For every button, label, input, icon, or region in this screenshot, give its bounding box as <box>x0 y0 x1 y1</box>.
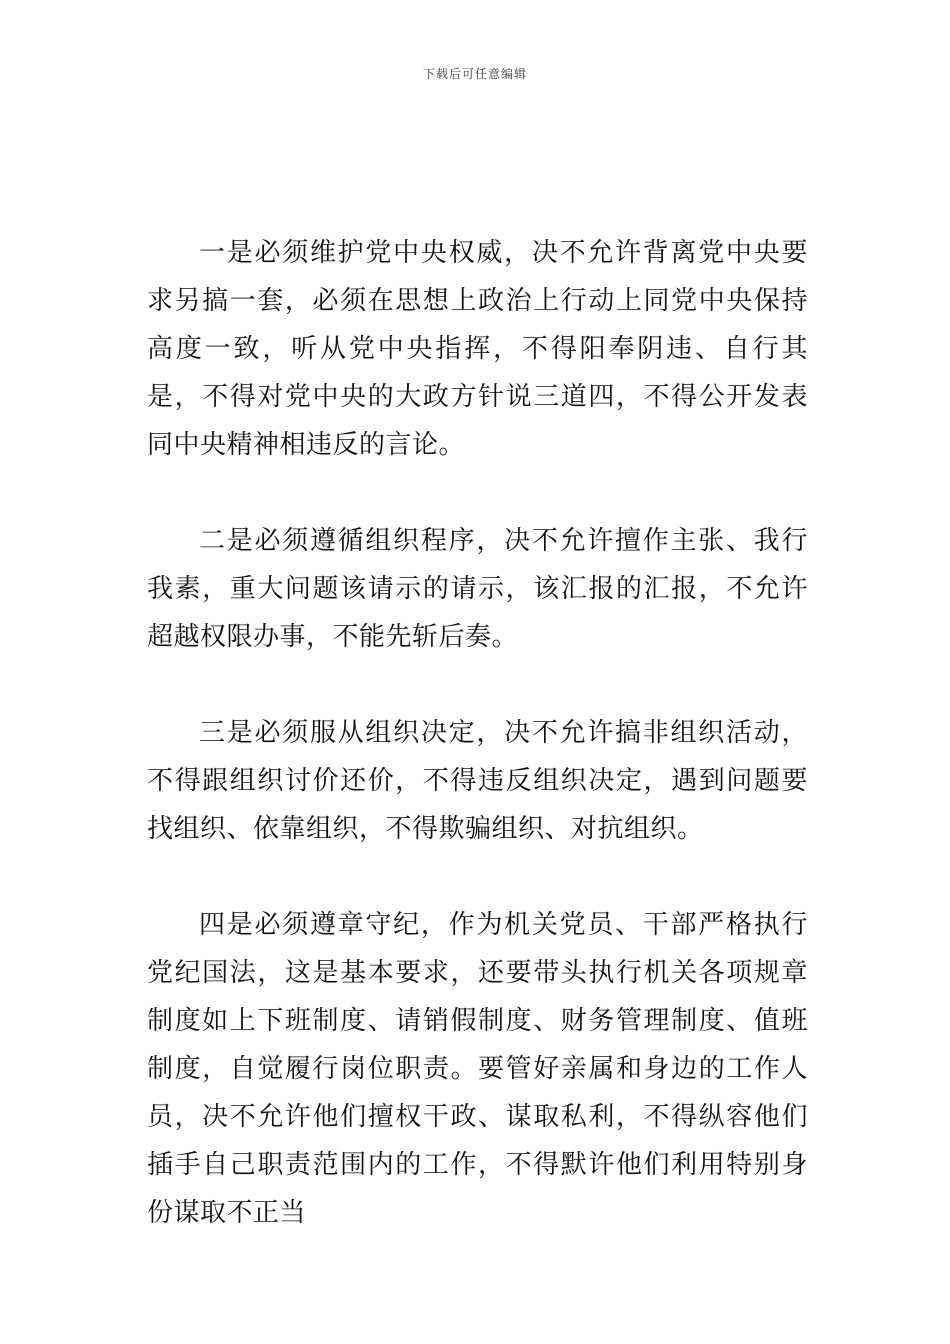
paragraph-1: 一是必须维护党中央权威，决不允许背离党中央要求另搞一套，必须在思想上政治上行动上同党中央保持高度一致，听从党中央指挥，不得阳奉阴违、自行其是，不得对党中央的大政方针说三道四，不得公开发表同中央精神相违反的言论。 <box>147 238 808 460</box>
paragraph-2: 二是必须遵循组织程序，决不允许擅作主张、我行我素，重大问题该请示的请示，该汇报的汇报，不允许超越权限办事，不能先斩后奏。 <box>147 526 808 652</box>
paragraph-4: 四是必须遵章守纪，作为机关党员、干部严格执行党纪国法，这是基本要求，还要带头执行机关各项规章制度如上下班制度、请销假制度、财务管理制度、值班制度，自觉履行岗位职责。要管好亲属和身边的工作人员，决不允许他们擅权干政、谋取私利，不得纵容他们插手自己职责范围内的工作，不得默许他们利用特别身份谋取不正当 <box>147 910 808 1228</box>
document-body <box>147 229 808 1285</box>
paragraph-3: 三是必须服从组织决定，决不允许搞非组织活动，不得跟组织讨价还价，不得违反组织决定，遇到问题要找组织、依靠组织，不得欺骗组织、对抗组织。 <box>147 718 808 844</box>
header-note: 下载后可任意编辑 <box>422 67 527 81</box>
